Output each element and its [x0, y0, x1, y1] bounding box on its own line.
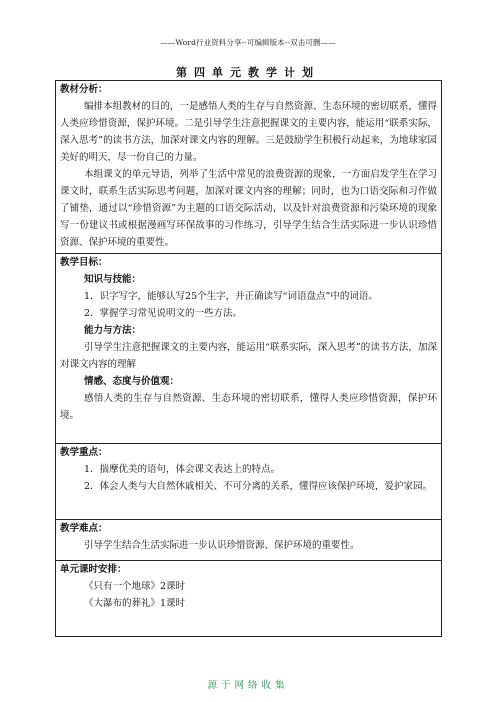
goals-heading: 教学目标：	[60, 257, 108, 268]
ability-text: 引导学生注意把握课文的主要内容，能运用“联系实际，深入思考”的读书方法，加深对课文内容的理解	[60, 342, 437, 370]
knowledge-item-1: 1．识字写字，能够认写25个生字，并正确读写“词语盘点”中的词语。	[84, 291, 378, 302]
difficulties-row	[56, 520, 442, 561]
schedule-row	[56, 561, 442, 637]
key-point-1: 1．揣摩优美的语句，体会课文表达上的特点。	[84, 464, 281, 475]
analysis-row	[56, 81, 442, 254]
difficulties-heading: 教学难点：	[60, 523, 108, 534]
emotion-text: 感悟人类的生存与自然资源、生态环境的密切联系，懂得人类应珍惜资源，保护环境。	[60, 393, 437, 421]
analysis-paragraph-1: 编排本组教材的目的，一是感悟人类的生存与自然资源、生态环境的密切联系，懂得人类应珍惜资源，保护环境。二是引导学生注意把握课文的主要内容，能运用“联系实际，深入思考”的读书方法，加深对课文内容的理解。三是鼓励学生积极行动起来，为地球家园美好的明天，尽一份自己的力量。	[60, 101, 437, 163]
page-footer: 源于网络收集	[207, 680, 289, 691]
ability-heading: 能力与方法：	[84, 325, 142, 336]
analysis-paragraph-2: 本组课文的单元导语，列举了生活中常见的浪费资源的现象，一方面启发学生在学习课文时，联系生活实际思考问题，加深对课文内容的理解；同时，也为口语交际和习作做了铺垫，通过以“珍惜资源”为主题的口语交际活动，以及针对浪费资源和污染环境的现象写一份建议书或根据漫画写环保故事的习作练习，引导学生结合生活实际进一步认识珍惜资源、保护环境的重要性。	[60, 169, 437, 248]
schedule-lesson-2: 《大瀑布的葬礼》1课时	[84, 598, 186, 609]
teaching-plan-table	[55, 80, 442, 637]
analysis-heading: 教材分析：	[60, 84, 108, 95]
schedule-lesson-1: 《只有一个地球》2课时	[84, 581, 186, 592]
schedule-heading: 单元课时安排：	[60, 564, 127, 575]
knowledge-heading: 知识与技能：	[84, 274, 142, 285]
page-title: 第四单元教学计划	[176, 66, 320, 79]
difficulty-1: 引导学生结合生活实际进一步认识珍惜资源、保护环境的重要性。	[84, 540, 360, 551]
goals-row	[56, 254, 442, 444]
key-point-2: 2．体会人类与大自然休戚相关、不可分离的关系，懂得应该保护环境，爱护家园。	[84, 481, 433, 492]
knowledge-item-2: 2．掌握学习常见说明文的一些方法。	[84, 308, 243, 319]
key-points-heading: 教学重点：	[60, 447, 108, 458]
emotion-heading: 情感、态度与价值观：	[84, 376, 180, 387]
key-points-row	[56, 444, 442, 520]
page-header: ——Word行业资料分享--可编辑版本--双击可删——	[160, 38, 336, 47]
